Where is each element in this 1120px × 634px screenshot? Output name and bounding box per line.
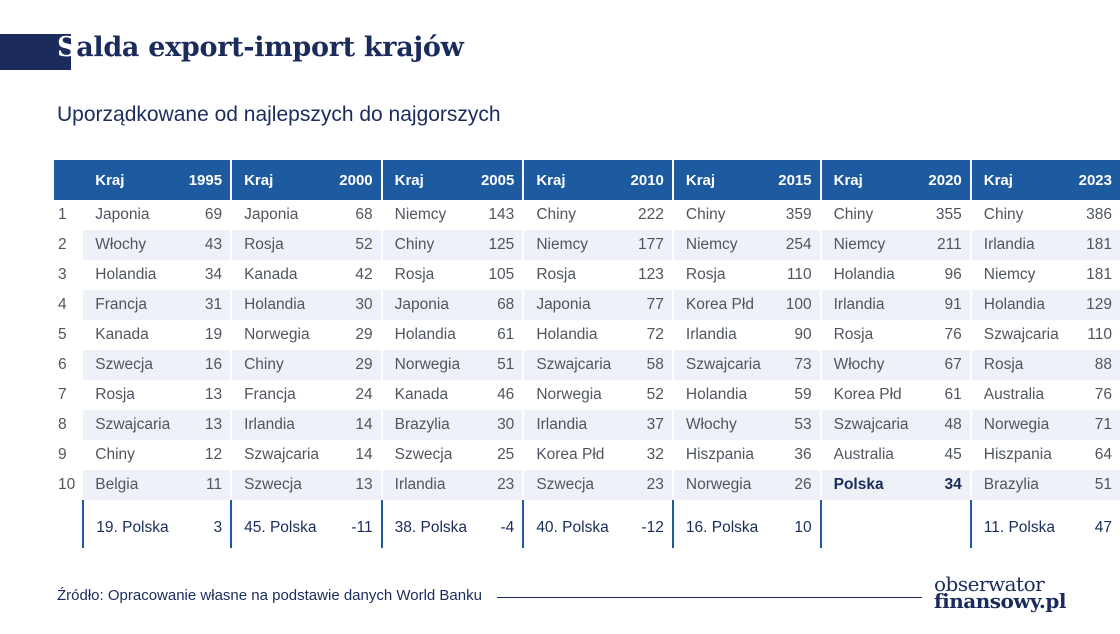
value-cell: 26 [772,470,820,500]
value-cell: 16 [183,350,231,380]
value-cell: 68 [475,290,524,320]
country-cell: Holandia [523,320,623,350]
country-cell: Holandia [821,260,923,290]
country-cell: Brazylia [971,470,1072,500]
country-cell: Chiny [231,350,333,380]
country-cell: Irlandia [523,410,623,440]
country-cell: Irlandia [673,320,772,350]
country-cell: Irlandia [382,470,475,500]
value-cell: 72 [646,326,664,343]
poland-rank-value [922,500,971,548]
value-cell: 77 [624,290,673,320]
country-cell: Szwajcaria [673,350,772,380]
poland-rank-label: 19. Polska [83,500,182,548]
value-cell: 71 [1072,410,1120,440]
value-cell: 12 [204,446,223,463]
rank-cell-empty [54,500,83,548]
header-country-2005: Kraj [382,160,475,200]
table-row [54,230,1120,260]
country-cell: Belgia [83,470,182,500]
poland-rank-value: -11 [351,519,373,536]
country-cell: Kanada [95,326,149,343]
rank-cell: 8 [54,410,83,440]
country-cell: Rosja [673,260,772,290]
value-cell: 11 [183,470,231,500]
country-cell: Holandia [95,266,157,283]
value-cell: 105 [488,266,515,283]
value-cell: 51 [475,350,524,380]
value-cell: 29 [333,350,381,380]
country-cell: Francja [83,290,182,320]
value-cell: 355 [935,206,962,223]
brand-logo [934,572,1066,613]
ranking-table [54,160,1120,548]
country-cell: Chiny [673,200,772,230]
country-cell: Chiny [523,200,623,230]
country-cell: Szwajcaria [971,320,1072,350]
country-cell: Korea Płd [523,440,623,470]
country-cell: Niemcy [673,230,772,260]
rank-cell: 2 [54,230,83,260]
value-cell: 181 [1072,230,1120,260]
country-cell: Polska [821,470,923,500]
value-cell: 34 [204,266,223,283]
rank-cell: 10 [54,470,83,500]
value-cell: 23 [624,470,673,500]
value-cell: 58 [624,350,673,380]
value-cell: 34 [922,470,971,500]
table-header-row [54,160,1120,200]
table-row [54,260,1120,290]
country-cell: Chiny [821,200,923,230]
value-cell: 110 [1087,326,1112,343]
value-cell: 48 [922,410,971,440]
value-cell: 14 [355,446,373,463]
country-cell: Hiszpania [673,440,772,470]
poland-rank-value: 3 [213,519,223,536]
poland-rank-row [54,500,1120,548]
value-cell: 211 [922,230,971,260]
poland-rank-label: 16. Polska [673,500,772,548]
value-cell: 45 [944,446,962,463]
value-cell: 42 [355,266,373,283]
header-country-2020: Kraj [821,160,923,200]
country-cell: Rosja [971,350,1072,380]
value-cell: 73 [772,350,820,380]
value-cell: 43 [183,230,231,260]
title-rest: alda export-import krajów [76,32,464,63]
header-country-2023: Kraj [971,160,1072,200]
value-cell: 30 [475,410,524,440]
footer-divider [497,597,922,598]
value-cell: 19 [204,326,223,343]
value-cell: 13 [204,386,223,403]
country-cell: Włochy [83,230,182,260]
value-cell: 36 [794,446,812,463]
value-cell: 69 [204,206,223,223]
country-cell: Francja [231,380,333,410]
value-cell: 23 [475,470,524,500]
country-cell: Szwajcaria [821,410,923,440]
country-cell: Holandia [673,380,772,410]
country-cell: Włochy [821,350,923,380]
poland-rank-label: 45. Polska [231,500,333,548]
value-cell: 125 [475,230,524,260]
value-cell: 359 [785,206,812,223]
country-cell: Japonia [95,206,150,223]
value-cell: 46 [497,386,515,403]
country-cell: Rosja [821,320,923,350]
value-cell: 30 [333,290,381,320]
country-cell: Japonia [231,200,333,230]
table-row [54,440,1120,470]
country-cell: Irlandia [821,290,923,320]
country-cell: Japonia [523,290,623,320]
country-cell: Szwecja [382,440,475,470]
rank-cell: 4 [54,290,83,320]
header-year-2000: 2000 [333,160,381,200]
value-cell: 61 [944,386,962,403]
value-cell: 14 [333,410,381,440]
country-cell: Rosja [382,260,475,290]
table-row [54,350,1120,380]
header-year-2015: 2015 [772,160,820,200]
country-cell: Norwegia [971,410,1072,440]
value-cell: 76 [944,326,962,343]
ranking-table-wrap [54,160,1120,548]
country-cell: Norwegia [382,350,475,380]
value-cell: 31 [183,290,231,320]
country-cell: Korea Płd [673,290,772,320]
header-rank-cell [54,160,83,200]
value-cell: 24 [355,386,373,403]
logo-line-2: finansowy.pl [934,589,1066,613]
value-cell: 143 [488,206,515,223]
value-cell: 51 [1072,470,1120,500]
value-cell: 91 [922,290,971,320]
header-country-2000: Kraj [231,160,333,200]
table-row [54,410,1120,440]
value-cell: 90 [794,326,812,343]
country-cell: Rosja [523,260,623,290]
rank-cell: 5 [58,326,67,343]
value-cell: 52 [646,386,664,403]
country-cell: Szwecja [523,470,623,500]
country-cell: Niemcy [821,230,923,260]
rank-cell: 9 [58,446,67,463]
value-cell: 100 [772,290,820,320]
value-cell: 254 [772,230,820,260]
value-cell: 67 [922,350,971,380]
rank-cell: 7 [58,386,67,403]
header-year-2005: 2005 [475,160,524,200]
country-cell: Szwecja [83,350,182,380]
country-cell: Rosja [231,230,333,260]
header-year-2020: 2020 [922,160,971,200]
table-row [54,320,1120,350]
value-cell: 64 [1094,446,1112,463]
country-cell: Irlandia [231,410,333,440]
source-note: Źródło: Opracowanie własne na podstawie danych World Banku [57,587,482,604]
poland-rank-value: 10 [794,519,812,536]
header-country-2010: Kraj [523,160,623,200]
country-cell: Japonia [382,290,475,320]
header-country-1995: Kraj [83,160,182,200]
value-cell: 61 [497,326,515,343]
country-cell: Holandia [382,320,475,350]
country-cell: Niemcy [971,260,1072,290]
rank-cell: 1 [58,206,67,223]
country-cell: Australia [821,440,923,470]
poland-rank-label: 38. Polska [382,500,475,548]
country-cell: Australia [971,380,1072,410]
value-cell: 32 [646,446,664,463]
value-cell: 68 [355,206,373,223]
page-subtitle: Uporządkowane od najlepszych do najgorszych [57,103,501,126]
value-cell: 52 [333,230,381,260]
country-cell: Szwajcaria [83,410,182,440]
country-cell: Niemcy [382,200,475,230]
country-cell: Kanada [231,260,333,290]
value-cell: 222 [638,206,664,223]
value-cell: 76 [1094,386,1112,403]
header-year-2023: 2023 [1072,160,1120,200]
title-first-letter: S [57,32,77,63]
rank-cell: 6 [54,350,83,380]
country-cell: Norwegia [231,320,333,350]
rank-cell: 3 [58,266,67,283]
country-cell: Szwajcaria [231,440,333,470]
country-cell: Hiszpania [971,440,1072,470]
value-cell: 96 [944,266,962,283]
value-cell: 29 [355,326,373,343]
table-row [54,470,1120,500]
country-cell: Niemcy [523,230,623,260]
country-cell: Szwecja [231,470,333,500]
table-row [54,380,1120,410]
country-cell: Włochy [673,410,772,440]
poland-rank-label [821,500,923,548]
poland-rank-label: 40. Polska [523,500,623,548]
country-cell: Chiny [382,230,475,260]
poland-rank-value: -12 [641,519,664,536]
poland-rank-label: 11. Polska [971,500,1072,548]
country-cell: Chiny [971,200,1072,230]
table-row [54,290,1120,320]
table-row [54,200,1120,230]
value-cell: 13 [333,470,381,500]
value-cell: 88 [1072,350,1120,380]
value-cell: 59 [794,386,812,403]
country-cell: Holandia [971,290,1072,320]
country-cell: Brazylia [382,410,475,440]
poland-rank-value: 47 [1094,519,1112,536]
value-cell: 110 [786,266,812,283]
table-body [54,200,1120,548]
value-cell: 13 [183,410,231,440]
logo-line-1: obserwator [934,572,1045,596]
country-cell: Rosja [95,386,135,403]
value-cell: 177 [624,230,673,260]
value-cell: 181 [1086,266,1112,283]
country-cell: Chiny [95,446,135,463]
poland-rank-value: -4 [500,519,515,536]
value-cell: 123 [638,266,664,283]
country-cell: Norwegia [523,380,623,410]
header-year-2010: 2010 [624,160,673,200]
value-cell: 25 [497,446,515,463]
value-cell: 129 [1072,290,1120,320]
value-cell: 53 [772,410,820,440]
value-cell: 37 [624,410,673,440]
header-country-2015: Kraj [673,160,772,200]
header-year-1995: 1995 [183,160,231,200]
page-title [57,32,464,63]
value-cell: 386 [1086,206,1112,223]
country-cell: Holandia [231,290,333,320]
country-cell: Korea Płd [821,380,923,410]
country-cell: Irlandia [971,230,1072,260]
country-cell: Szwajcaria [523,350,623,380]
country-cell: Kanada [382,380,475,410]
country-cell: Norwegia [673,470,772,500]
